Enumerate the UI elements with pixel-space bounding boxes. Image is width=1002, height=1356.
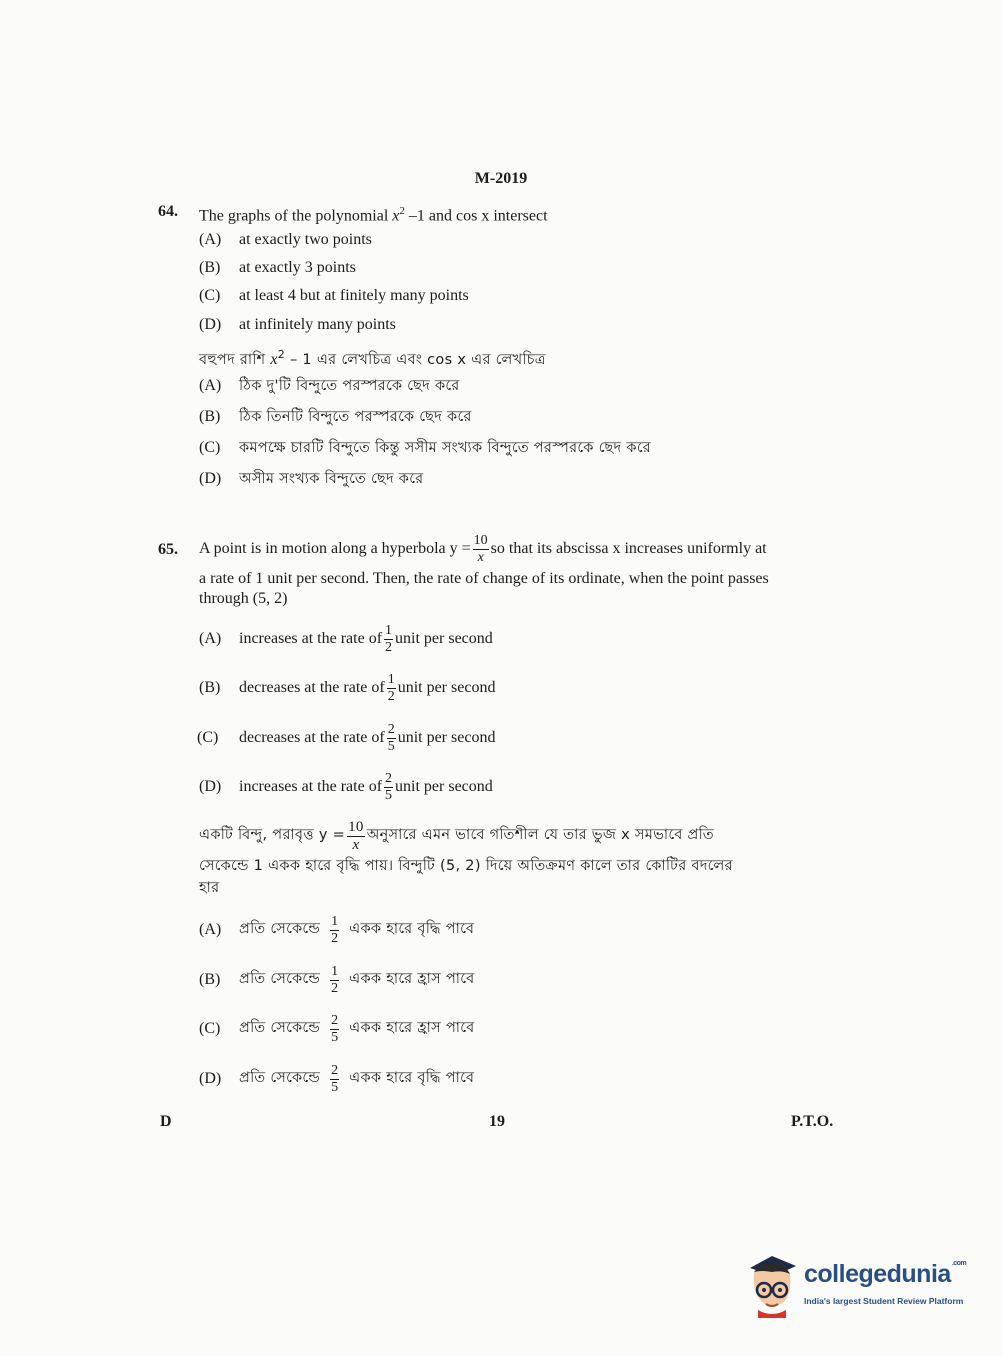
footer-page-number: 19 [489, 1113, 505, 1130]
collegedunia-tagline: India's largest Student Review Platform [804, 1296, 964, 1306]
question-64-stem: The graphs of the polynomial $x^2$ –1 and cos x intersect [199, 205, 548, 225]
question-65-bengali-option-c: (C) প্রতি সেকেন্ডে $\frac{2}{5}$ একক হারে হ্রাস পাবে [199, 1012, 475, 1045]
question-64-bengali-option-b: (B) ঠিক তিনটি বিন্দুতে পরস্পরকে ছেদ করে [199, 408, 472, 425]
question-65-stem-line2: a rate of 1 unit per second. Then, the rate of change of its ordinate, when the point passes [199, 570, 769, 587]
question-65-stem-line1: A point is in motion along a hyperbola y = $\frac{10}{x}$ so that its abscissa x increases uniformly at [199, 532, 767, 565]
question-64-bengali-option-c: (C) কমপক্ষে চারটি বিন্দুতে কিন্তু সসীম সংখ্যক বিন্দুতে পরস্পরকে ছেদ করে [199, 439, 651, 456]
question-65-stem-line3: through (5, 2) [199, 590, 288, 607]
footer-booklet-code: D [160, 1113, 172, 1130]
question-65-option-b: (B) decreases at the rate of $\frac{1}{2}$ unit per second [199, 671, 496, 704]
question-64-stem-bengali: বহুপদ রাশি $x^2 - 1$ এর লেখচিত্র এবং cos x এর লেখচিত্র [199, 348, 546, 368]
hyperbola-fraction: $\frac{10}{x}$ [473, 532, 488, 565]
question-64-option-b: (B) at exactly 3 points [199, 259, 356, 276]
mascot-icon [742, 1250, 802, 1318]
question-64-option-d: (D) at infinitely many points [199, 316, 396, 333]
question-65-option-a: (A) increases at the rate of $\frac{1}{2}$ unit per second [199, 622, 493, 655]
footer-pto: P.T.O. [791, 1113, 834, 1130]
question-65-option-c: (C) decreases at the rate of $\frac{2}{5}$ unit per second [197, 721, 496, 754]
question-65-stem-bengali-line3: হার [199, 880, 220, 896]
question-64-option-c: (C) at least 4 but at finitely many points [199, 287, 469, 304]
question-64-number: 64. [158, 203, 178, 220]
question-65-option-d: (D) increases at the rate of $\frac{2}{5}$ unit per second [199, 770, 493, 803]
collegedunia-wordmark: collegedunia$^{.com}$ [804, 1260, 967, 1288]
question-64-bengali-option-a: (A) ঠিক দু'টি বিন্দুতে পরস্পরকে ছেদ করে [199, 377, 460, 394]
collegedunia-logo [742, 1250, 972, 1320]
question-65-bengali-option-d: (D) প্রতি সেকেন্ডে $\frac{2}{5}$ একক হারে বৃদ্ধি পাবে [199, 1062, 475, 1095]
question-65-number: 65. [158, 541, 178, 558]
question-65-bengali-option-a: (A) প্রতি সেকেন্ডে $\frac{1}{2}$ একক হারে বৃদ্ধি পাবে [199, 913, 475, 946]
question-65-bengali-option-b: (B) প্রতি সেকেন্ডে $\frac{1}{2}$ একক হারে হ্রাস পাবে [199, 963, 475, 996]
page-header-code: M-2019 [474, 170, 528, 187]
question-65-stem-bengali-line2: সেকেন্ডে 1 একক হারে বৃদ্ধি পায়। বিন্দুটি (5, 2) দিয়ে অতিক্রমণ কালে তার কোটির বদলের [199, 858, 733, 874]
question-64-option-a: (A) at exactly two points [199, 231, 372, 248]
question-64-bengali-option-d: (D) অসীম সংখ্যক বিন্দুতে ছেদ করে [199, 470, 424, 487]
question-65-stem-bengali-line1: একটি বিন্দু, পরাবৃত্ত y = $\frac{10}{x}$ অনুসারে এমন ভাবে গতিশীল যে তার ভুজ x সমভাবে প্রতি [199, 818, 714, 853]
